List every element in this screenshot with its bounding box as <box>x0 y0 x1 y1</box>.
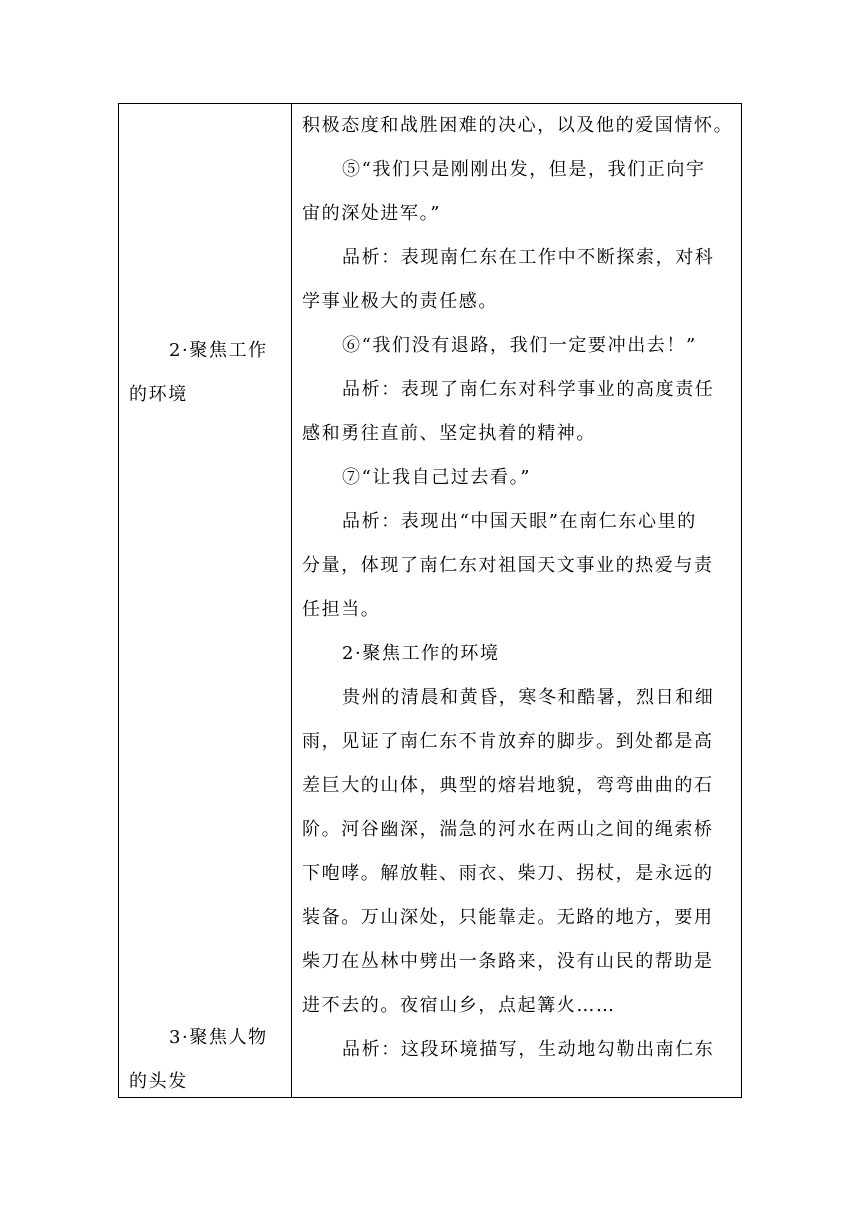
text-line: 宙的深处进军。” <box>302 203 442 224</box>
right-cell-text <box>302 104 734 1072</box>
left-cell-work-environment <box>129 329 289 417</box>
text-line: 学事业极大的责任感。 <box>302 291 498 312</box>
column-divider <box>291 104 292 1097</box>
text-line: 下咆哮。解放鞋、雨衣、柴刀、拐杖，是永远的 <box>302 863 714 884</box>
text-line: 2·聚焦工作的环境 <box>342 643 500 664</box>
text-line: 品析：这段环境描写，生动地勾勒出南仁东 <box>342 1039 715 1060</box>
text-line: 差巨大的山体，典型的熔岩地貌，弯弯曲曲的石 <box>302 775 714 796</box>
text-line: ⑥“我们没有退路，我们一定要冲出去！” <box>342 335 697 356</box>
text-line: 进不去的。夜宿山乡，点起篝火…… <box>302 995 616 1016</box>
text-line: 任担当。 <box>302 599 381 620</box>
text-line: 贵州的清晨和黄昏，寒冬和酷暑，烈日和细 <box>342 687 715 708</box>
text-line: 品析：表现出“中国天眼”在南仁东心里的 <box>342 511 697 532</box>
content-table <box>118 103 742 1098</box>
left-cell-character-hair <box>129 1016 289 1104</box>
text-line: 柴刀在丛林中劈出一条路来，没有山民的帮助是 <box>302 951 714 972</box>
text-line: ⑤“我们只是刚刚出发，但是，我们正向宇 <box>342 159 706 180</box>
text-line: 雨，见证了南仁东不肯放弃的脚步。到处都是高 <box>302 731 714 752</box>
text-line: 分量，体现了南仁东对祖国天文事业的热爱与责 <box>302 555 714 576</box>
left-cell-line: 的头发 <box>129 1071 188 1092</box>
left-cell-line: 2·聚焦工作 <box>169 340 268 361</box>
text-line: 装备。万山深处，只能靠走。无路的地方，要用 <box>302 907 714 928</box>
text-line: 积极态度和战胜困难的决心，以及他的爱国情怀。 <box>302 115 734 136</box>
text-line: 阶。河谷幽深，湍急的河水在两山之间的绳索桥 <box>302 819 714 840</box>
left-cell-line: 3·聚焦人物 <box>169 1027 268 1048</box>
text-line: 品析：表现南仁东在工作中不断探索，对科 <box>342 247 715 268</box>
text-line: 感和勇往直前、坚定执着的精神。 <box>302 423 596 444</box>
left-cell-line: 的环境 <box>129 384 188 405</box>
text-line: ⑦“让我自己过去看。” <box>342 467 532 488</box>
text-line: 品析：表现了南仁东对科学事业的高度责任 <box>342 379 715 400</box>
